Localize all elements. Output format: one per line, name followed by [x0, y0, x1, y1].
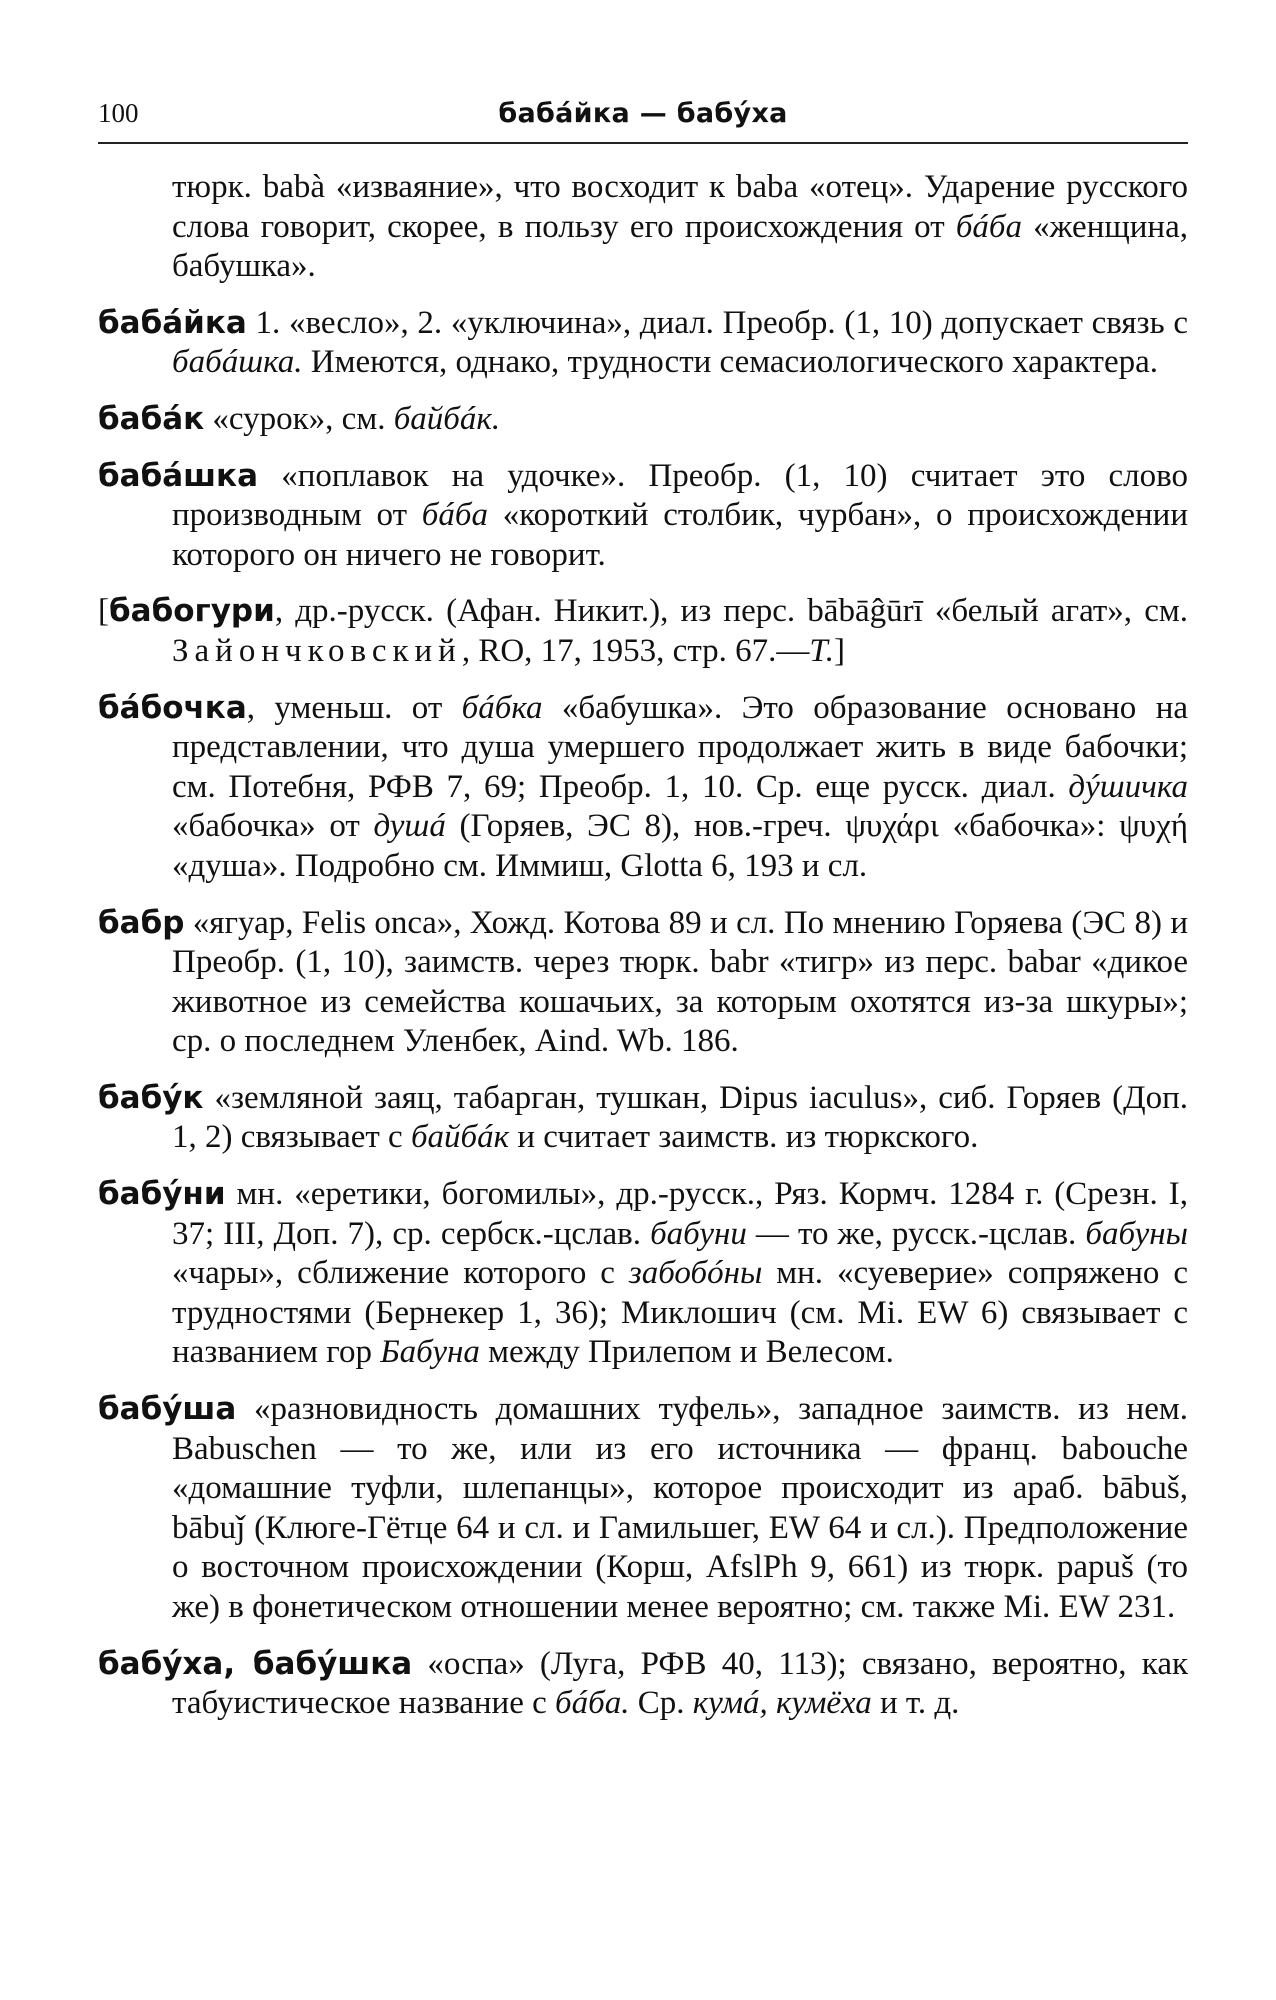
italic-form: дýшичка: [1068, 768, 1188, 805]
headword: бабогури: [109, 593, 275, 630]
header-rule: [98, 142, 1188, 144]
entry-text: «ягуар, Felis onca», Хожд. Котова 89 и сл. По мнению Горяева (ЭС 8) и Преобр. (1, 10), заимств. через тюрк. babr «тигр» из перс. babar «дикое животное из семейства кошачьих, за которым охотятся из-за шкуры»; ср. о последнем Уленбек, Aind. Wb. 186.: [172, 904, 1188, 1060]
entry-text: между Прилепом и Велесом.: [479, 1334, 894, 1371]
italic-form: бабуни: [650, 1215, 747, 1252]
entry-text: , RO, 17, 1953, стр. 67.—: [461, 632, 810, 669]
entry-text: «чары», сближение которого с: [172, 1255, 629, 1292]
italic-form: душá: [373, 808, 446, 845]
entry-babogury: [98, 592, 1188, 671]
entry-text: ]: [833, 632, 845, 669]
entry-babaika: [98, 304, 1188, 383]
headword: бабýни: [98, 1176, 226, 1213]
italic-form: кумá, кумёха: [692, 1685, 872, 1722]
entry-text: Ср.: [629, 1685, 693, 1722]
entry-text: «земляной заяц, табарган, тушкан, Dipus iaculus», сиб. Горяев (Доп. 1, 2) связывает с: [172, 1079, 1188, 1156]
entry-text: «сурок», см.: [204, 400, 394, 437]
entry-text: «оспа» (Луга, РФВ 40, 113); связано, вероятно, как табуистическое название с: [172, 1645, 1188, 1722]
entry-babusha: [98, 1390, 1188, 1628]
italic-form: забобóны: [628, 1255, 763, 1292]
spaced-author: Зайончковский: [172, 632, 462, 669]
entry-text: (Горяев, ЭС 8), нов.-греч. ψυχάρι «бабочка»: ψυχή «душа». Подробно см. Иммиш, Glotta 6, 193 и сл.: [172, 808, 1188, 884]
italic-form: бáба: [421, 497, 488, 534]
entry-text: Имеются, однако, трудности семасиологического характера.: [302, 344, 1159, 381]
entry-babuni: [98, 1175, 1188, 1373]
headword: бабáйка: [98, 304, 247, 341]
entry-text: [: [98, 593, 109, 630]
italic-form: бáба.: [555, 1685, 630, 1722]
running-title: бабáйка — бабýха: [498, 98, 788, 129]
page-number: 100: [98, 98, 139, 128]
italic-form: бабуны: [1085, 1215, 1188, 1252]
entry-text: , уменьш. от: [246, 689, 462, 726]
italic-form: бáбка: [461, 689, 543, 726]
entry-text: мн. «суеверие» сопряжено с трудностями (Бернекер 1, 36); Миклошич (см. Mi. EW 6) связывает с названием гор: [172, 1255, 1188, 1371]
headword: бабáк: [98, 400, 205, 437]
italic-form: Бабуна: [380, 1334, 480, 1371]
entry-text: мн. «еретики, богомилы», др.-русск., Ряз. Кормч. 1284 г. (Срезн. I, 37; III, Доп. 7), ср. сербск.-цслав.: [172, 1176, 1188, 1252]
entry-babashka: [98, 457, 1188, 576]
dictionary-body: [98, 168, 1188, 1741]
entry-text: «женщина, бабушка».: [172, 208, 1188, 285]
page-header: [98, 98, 1188, 136]
entry-text: «поплавок на удочке». Преобр. (1, 10) считает это слово производным от: [172, 457, 1188, 534]
italic-form: бáба: [955, 208, 1023, 245]
entry-text: «разновидность домашних туфель», западное заимств. из нем. Babuschen — то же, или из его источника — франц. babouche «домашние туфли, шлепанцы», которое происходит из араб. bābuš, bābuǰ (Клюге-Гётце 64 и сл. и Гамильшег, EW 64 и сл.). Предположение о восточном происхождении (Корш, AfslPh 9, 661) из тюрк. papuš (то же) в фонетическом отношении менее вероятно; см. также Mi. EW 231.: [172, 1391, 1188, 1625]
entry-continuation: [98, 168, 1188, 287]
entry-text: «бабочка» от: [172, 808, 374, 845]
entry-text: «бабушка». Это образование основано на представлении, что душа умершего продолжает жить в виде бабочки; см. Потебня, РФВ 7, 69; Преобр. 1, 10. Ср. еще русск. диал.: [172, 689, 1189, 805]
entry-babuk: [98, 1079, 1188, 1158]
headword: бабýша: [98, 1391, 237, 1428]
headword: бабýк: [98, 1079, 204, 1116]
entry-text: тюрк. bаbà «изваяние», что восходит к bаbа «отец». Ударение русского слова говорит, скорее, в пользу его происхождения от: [172, 169, 1188, 245]
entry-babak: [98, 400, 1188, 440]
entry-text: 1. «весло», 2. «уключина», диал. Преобр. (1, 10) допускает связь с: [246, 304, 1188, 341]
entry-text: «короткий столбик, чурбан», о происхождении которого он ничего не говорит.: [172, 497, 1188, 573]
entry-text: и считает заимств. из тюркского.: [509, 1119, 979, 1156]
entry-babochka: [98, 689, 1188, 887]
headword: бáбочка: [98, 689, 247, 726]
entry-text: — то же, русск.-цслав.: [746, 1215, 1086, 1252]
italic-form: байбáк.: [393, 400, 501, 437]
italic-form: бабáшка.: [172, 344, 303, 381]
italic-form: Т.: [809, 632, 834, 669]
italic-form: байбáк: [410, 1119, 510, 1156]
headword: бабр: [98, 904, 185, 941]
entry-babr: [98, 904, 1188, 1062]
headword: бабýха, бабýшка: [98, 1645, 413, 1682]
headword: бабáшка: [98, 457, 259, 494]
entry-text: и т. д.: [871, 1685, 960, 1722]
entry-text: , др.-русск. (Афан. Никит.), из перс. bābāĝūrī «белый агат», см.: [274, 593, 1188, 630]
entry-babukha: [98, 1645, 1188, 1724]
